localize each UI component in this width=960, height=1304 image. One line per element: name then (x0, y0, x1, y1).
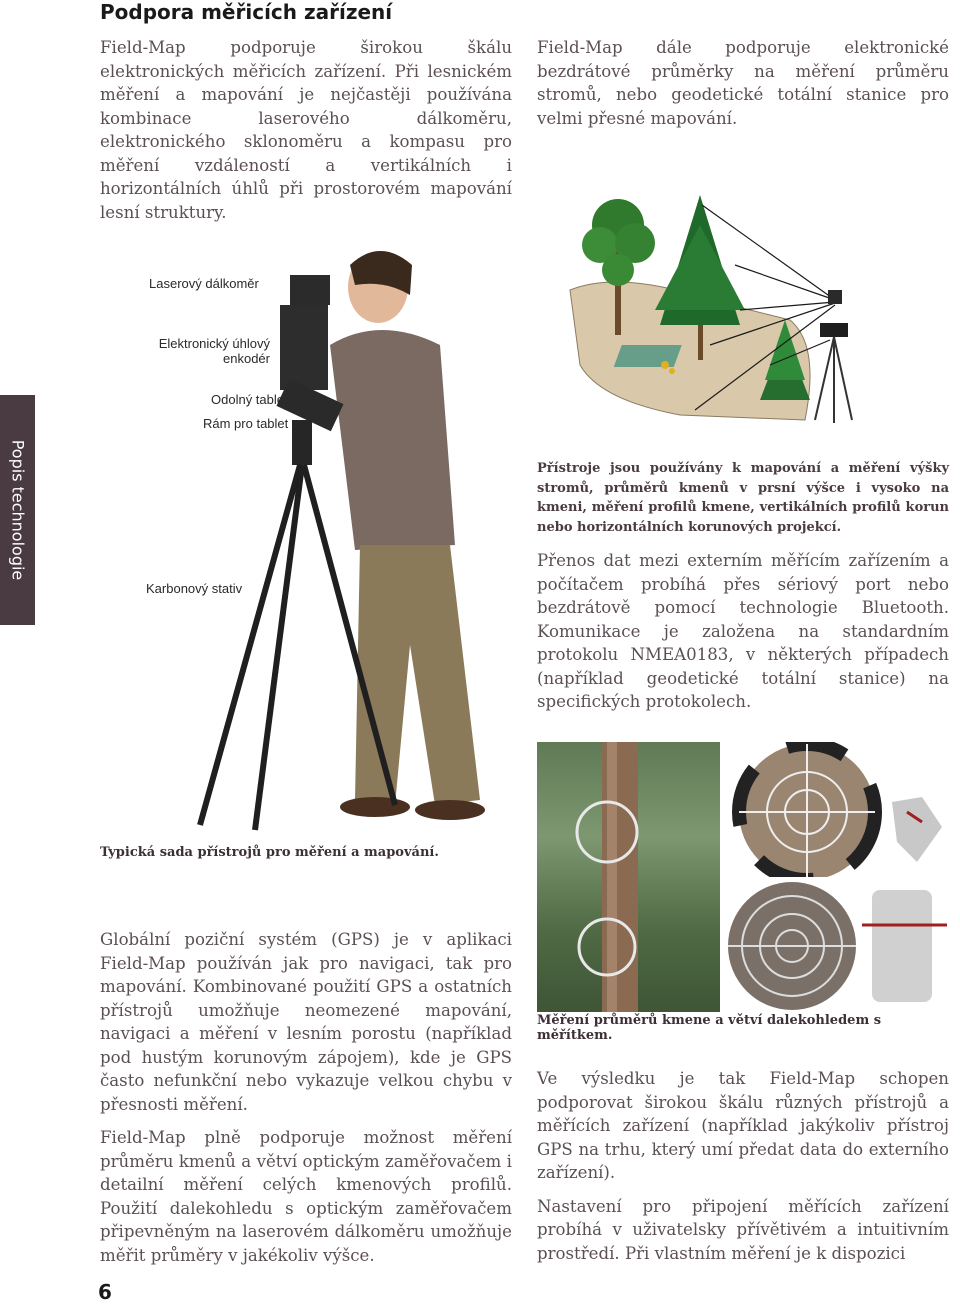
caption-diameter-measurement: Měření průměrů kmene a větví dalekohledem s měřítkem. (537, 1013, 882, 1043)
intro-paragraph (100, 36, 512, 234)
forest-mapping-illustration (560, 185, 960, 425)
gps-paragraphs (100, 928, 512, 1277)
tree-trunk-photo (537, 742, 720, 1012)
label-tablet-frame: Rám pro tablet (203, 416, 289, 431)
trunk-scope-photo (722, 880, 960, 1012)
support-paragraphs (537, 1067, 949, 1275)
page-number: 6 (98, 1280, 112, 1304)
side-tab-label: Popis technologie (8, 439, 27, 581)
diameter-text: Field-Map plně podporuje možnost měření průměru kmenů a větví optickým zaměřovačem i detailní měření celých kmenových profilů. Použití dalekohledu s optickým zaměřovačem připevněným na laserovém dálkoměru umožňuje měřit průměry v jakékoliv výšce. (100, 1128, 512, 1265)
instruments-usage-paragraph (537, 459, 949, 537)
wireless-paragraph (537, 36, 949, 140)
person-with-instruments-photo (180, 245, 515, 835)
section-side-tab (0, 395, 35, 625)
gps-text: Globální poziční systém (GPS) je v aplikaci Field-Map používán jak pro navigaci, tak pro mapování. Kombinované použití GPS a ostatních přístrojů umožňuje neomezené mapování, navigaci a měření v lesním porostu (například pod hustým korunovým zápojem), kde je GPS často nefunkční nebo vykazuje velkou chybu v přesnosti měření. (100, 930, 512, 1114)
label-laser-rangefinder: Laserový dálkoměr (149, 276, 259, 291)
trunk-scope-drawing (722, 880, 960, 1012)
page-heading: Podpora měřicích zařízení (100, 0, 393, 24)
label-carbon-tripod: Karbonový stativ (146, 581, 243, 596)
intro-text: Field-Map podporuje širokou škálu elektronických měřicích zařízení. Při lesnickém měření a mapování je nejčastěji používána kombinace laserového dálkoměru, elektronického sklonoměru a kompasu pro měření vzdáleností a vertikálních i horizontálních úhlů při prostorovém mapování lesní struktury. (100, 38, 512, 222)
label-rugged-tablet: Odolný tablet (211, 392, 288, 407)
label-angle-encoder: Elektronický úhlový enkodér (158, 336, 270, 366)
wireless-text: Field-Map dále podporuje elektronické bezdrátové průměrky na měření průměru stromů, nebo geodetické totální stanice pro velmi přesné mapování. (537, 38, 949, 128)
data-transfer-text: Přenos dat mezi externím měřícím zařízením a počítačem probíhá přes sériový port nebo bezdrátově pomocí technologie Bluetooth. Komunikace je založena na standardním protokolu NMEA0183, v některých případech (například geodetické totální stanice) na specifických protokolech. (537, 551, 949, 711)
branch-scope-photo (722, 742, 960, 877)
branch-scope-drawing (722, 742, 960, 877)
caption-instrument-set: Typická sada přístrojů pro měření a mapování. (100, 845, 439, 860)
tree-trunk-drawing (537, 742, 720, 1012)
setup-text: Nastavení pro připojení měřících zařízení probíhá v uživatelsky přívětivém a intuitivním prostředí. Při vlastním měření je k dispozici (537, 1196, 949, 1263)
data-transfer-paragraph (537, 549, 949, 724)
support-text: Ve výsledku je tak Field-Map schopen podporovat širokou škálu různých přístrojů a měřících zařízení (například jakýkoliv přístroj GPS na trhu, který umí předat data do externího zařízení). (537, 1069, 949, 1182)
instruments-usage-text: Přístroje jsou používány k mapování a měření výšky stromů, průměrů kmenů v prsní výšce i vysoko na kmeni, měření profilů kmene, vertikálních profilů korun nebo horizontálních korunových projekcí. (537, 461, 949, 535)
